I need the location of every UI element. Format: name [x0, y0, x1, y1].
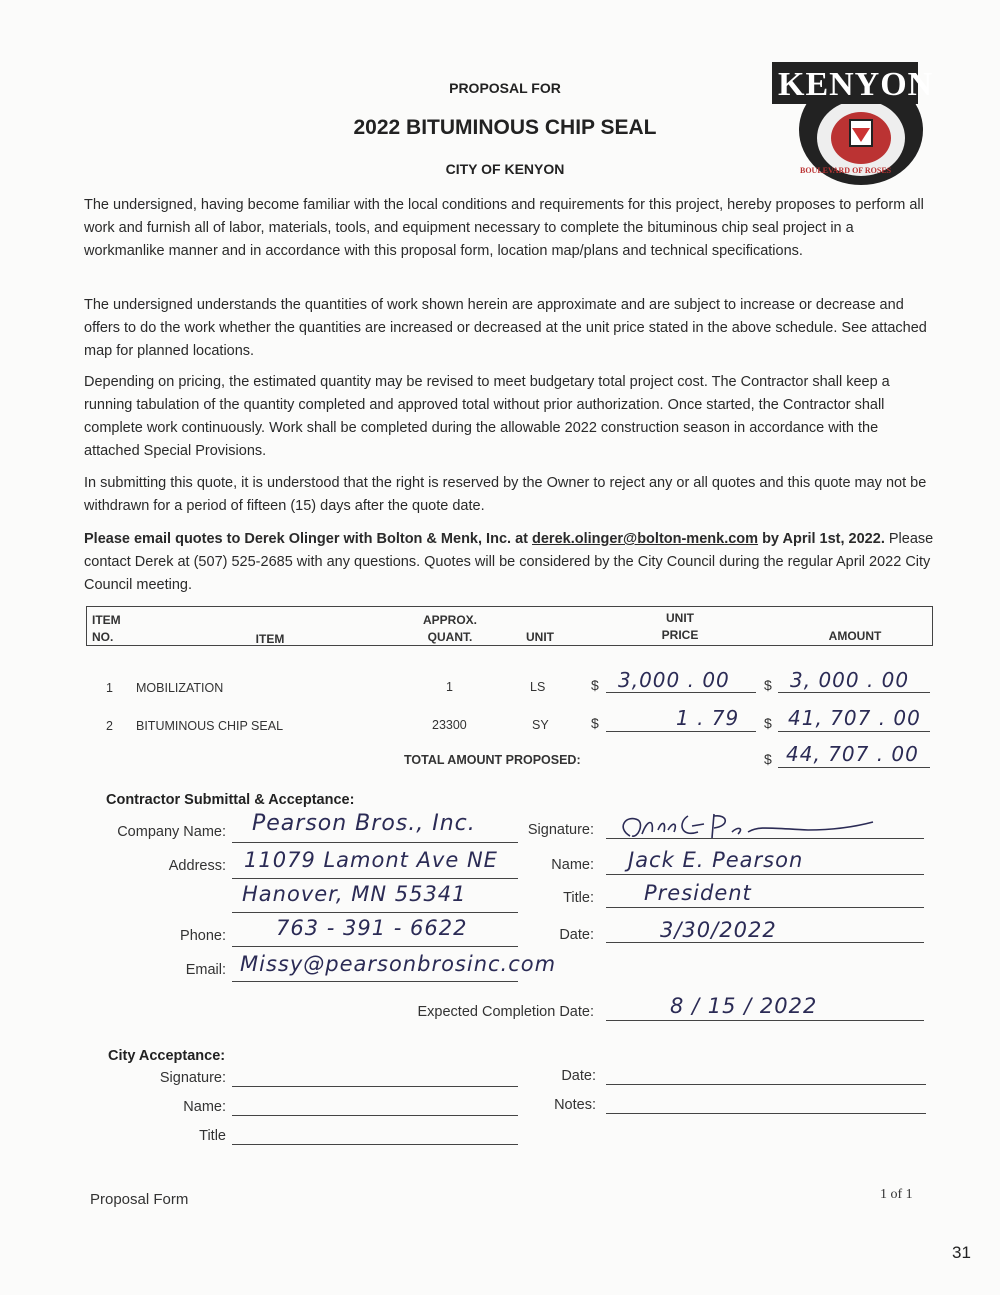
- address-label: Address:: [168, 858, 226, 874]
- completion-value[interactable]: 8 / 15 / 2022: [670, 994, 818, 1018]
- total-line: [778, 767, 930, 768]
- row-item: MOBILIZATION: [136, 681, 224, 695]
- contractor-signature[interactable]: [608, 808, 888, 848]
- phone-line: [232, 946, 518, 947]
- address-line1: [232, 878, 518, 879]
- company-line: [232, 842, 518, 843]
- completion-label: Expected Completion Date:: [417, 1004, 594, 1020]
- city-signature-line[interactable]: [232, 1086, 518, 1087]
- title-value[interactable]: President: [644, 881, 752, 905]
- kenyon-logo: [766, 58, 934, 188]
- amount-currency: $: [764, 677, 772, 693]
- city-name-line[interactable]: [232, 1115, 518, 1116]
- title-label: Title:: [563, 890, 594, 906]
- city-date-label: Date:: [561, 1068, 596, 1084]
- page-subtitle: CITY OF KENYON: [445, 161, 565, 177]
- signature-scribble-icon: [608, 808, 888, 848]
- title-line: [606, 907, 924, 908]
- company-label: Company Name:: [117, 824, 226, 840]
- table-header: [86, 606, 933, 646]
- city-title-line[interactable]: [232, 1144, 518, 1145]
- col-amount: AMOUNT: [828, 629, 882, 643]
- city-title-label: Title: [199, 1128, 226, 1144]
- date-value[interactable]: 3/30/2022: [660, 918, 777, 942]
- contractor-heading: Contractor Submittal & Acceptance:: [106, 792, 355, 808]
- pre-title: PROPOSAL FOR: [449, 80, 561, 96]
- price-currency: $: [591, 715, 599, 731]
- email-instruction: Please email quotes to Derek Olinger with Bolton & Menk, Inc. at: [84, 531, 532, 547]
- company-value[interactable]: Pearson Bros., Inc.: [252, 811, 476, 836]
- row-unit: LS: [530, 680, 546, 694]
- amount-line: [778, 692, 930, 693]
- col-item-no-line2: NO.: [92, 630, 114, 644]
- phone-value[interactable]: 763 - 391 - 6622: [276, 916, 468, 940]
- price-currency: $: [591, 677, 599, 693]
- intro-paragraph: The undersigned, having become familiar with the local conditions and requirements for this project, hereby proposes to perform all work and furnish all of labor, materials, tools, and equipment necessary to complete the bituminous chip seal project in a workmanlike manner and in accordance with this proposal form, location map/plans and technical specifications.: [84, 197, 924, 259]
- col-quant-line1: APPROX.: [422, 613, 477, 627]
- row-price: 1 . 79: [676, 706, 740, 730]
- row-quant: 1: [446, 680, 453, 694]
- completion-line: [606, 1020, 924, 1021]
- amount-currency: $: [764, 715, 772, 731]
- city-date-line[interactable]: [606, 1084, 926, 1085]
- name-line: [606, 874, 924, 875]
- row-no: 1: [106, 681, 113, 695]
- phone-label: Phone:: [180, 928, 226, 944]
- page-title: 2022 BITUMINOUS CHIP SEAL: [353, 116, 657, 139]
- row-amount: 41, 707 . 00: [788, 706, 921, 730]
- row-unit: SY: [532, 718, 549, 732]
- email-value[interactable]: Missy@pearsonbrosinc.com: [240, 952, 557, 976]
- address-line2-value[interactable]: Hanover, MN 55341: [242, 882, 467, 906]
- date-line: [606, 942, 924, 943]
- signature-line: [606, 838, 924, 839]
- total-label: TOTAL AMOUNT PROPOSED:: [404, 753, 581, 767]
- withdrawal-paragraph: In submitting this quote, it is understood that the right is reserved by the Owner to reject any or all quotes and this quote may not be withdrawn for a period of fifteen (15) days after the quote date.: [84, 475, 927, 514]
- city-name-label: Name:: [183, 1099, 226, 1115]
- col-quant-line2: QUANT.: [427, 630, 473, 644]
- total-amount: 44, 707 . 00: [786, 742, 919, 766]
- email-deadline: by April 1st, 2022.: [758, 531, 885, 547]
- col-unit: UNIT: [526, 630, 554, 644]
- pricing-paragraph: Depending on pricing, the estimated quantity may be revised to meet budgetary total project cost. The Contractor shall keep a running tabulation of the quantity completed and approved total without prior authorization. Once started, the Contractor shall complete work continuously. Work shall be completed during the allowable 2022 construction season in accordance with the attached Special Provisions.: [84, 374, 890, 459]
- row-amount: 3, 000 . 00: [790, 668, 910, 692]
- address-line1-value[interactable]: 11079 Lamont Ave NE: [244, 848, 498, 872]
- address-line2: [232, 912, 518, 913]
- row-item: BITUMINOUS CHIP SEAL: [136, 719, 284, 733]
- signature-label: Signature:: [527, 822, 594, 838]
- name-label: Name:: [551, 857, 594, 873]
- row-price: 3,000 . 00: [618, 668, 730, 692]
- email-line: [232, 981, 518, 982]
- city-heading: City Acceptance:: [108, 1048, 226, 1064]
- price-line: [606, 692, 756, 693]
- city-notes-label: Notes:: [554, 1097, 596, 1113]
- email-label: Email:: [185, 962, 226, 978]
- email-link[interactable]: derek.olinger@bolton-menk.com: [532, 531, 759, 547]
- logo-ring-text: BOULEVARD OF ROSES: [800, 166, 892, 175]
- row-quant: 23300: [432, 718, 467, 732]
- logo-text: KENYON: [778, 66, 934, 103]
- price-line: [606, 731, 756, 732]
- footer-form-name: Proposal Form: [90, 1191, 189, 1208]
- total-currency: $: [764, 751, 772, 767]
- col-item: ITEM: [255, 632, 285, 646]
- quantities-paragraph: The undersigned understands the quantities of work shown herein are approximate and are subject to increase or decrease and offers to do the work whether the quantities are increased or decreased at the unit price stated in the above schedule. See attached map for planned locations.: [84, 297, 927, 359]
- col-quant: [410, 612, 490, 646]
- col-item-no-line1: ITEM: [92, 613, 121, 627]
- email-paragraph: [84, 528, 934, 597]
- name-value[interactable]: Jack E. Pearson: [628, 848, 804, 872]
- amount-line: [778, 731, 930, 732]
- col-price-line2: PRICE: [661, 628, 699, 642]
- col-item-no: [92, 612, 132, 646]
- date-label: Date:: [559, 927, 594, 943]
- row-no: 2: [106, 719, 113, 733]
- page-number: 1 of 1: [880, 1187, 913, 1202]
- contact-text: Please contact Derek at (507) 525-2685 with any questions. Quotes will be considered by the City Council during the regular April 2022 City Council meeting.: [84, 531, 934, 593]
- col-price: [645, 610, 715, 644]
- col-price-line1: UNIT: [666, 611, 694, 625]
- sheet-number: 31: [952, 1243, 971, 1262]
- city-signature-label: Signature:: [159, 1070, 226, 1086]
- city-notes-line[interactable]: [606, 1113, 926, 1114]
